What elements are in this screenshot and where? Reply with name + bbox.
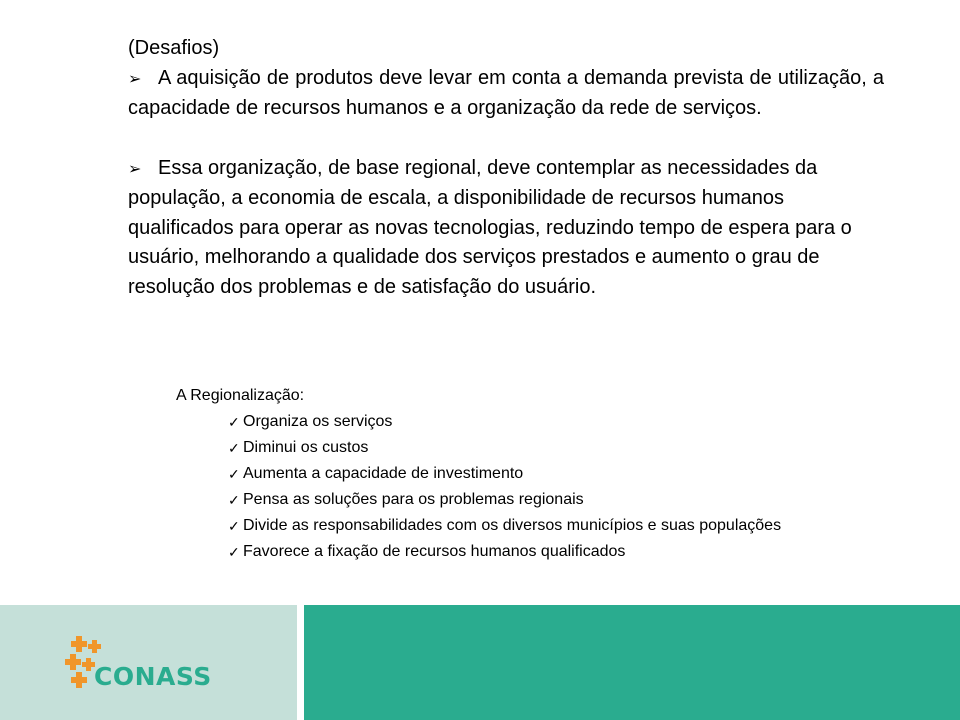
conass-logo-text: CONASS [94,662,212,691]
list-item: ✓ Diminui os custos [228,435,876,461]
arrow-bullet-icon: ➢ [128,70,142,88]
regionalization-block [176,383,876,565]
regionalization-list [176,409,876,565]
arrow-bullet-icon: ➢ [128,160,142,178]
list-item: ✓ Pensa as soluções para os problemas regionais [228,487,876,513]
checkmark-icon: ✓ [228,466,240,482]
list-item: ✓ Divide as responsabilidades com os diversos municípios e suas populações [228,513,876,539]
checkmark-icon: ✓ [228,440,240,456]
paragraph-text: Essa organização, de base regional, deve contemplar as necessidades da população, a economia de escala, a disponibilidade de recursos humanos qualificados para operar as novas tecnologias, reduzindo tempo de espera para o usuário, melhorando a qualidade dos serviços prestados e aumento o grau de resolução dos problemas e de satisfação do usuário. [128,156,852,298]
regionalization-title: A Regionalização: [176,387,305,404]
list-item: ✓ Favorece a fixação de recursos humanos qualificados [228,539,876,565]
slide-content [128,34,884,302]
checkmark-icon: ✓ [228,414,240,430]
list-item: ✓ Organiza os serviços [228,409,876,435]
checkmark-icon: ✓ [228,492,240,508]
paragraph-text: A aquisição de produtos deve levar em conta a demanda prevista de utilização, a capacidade de recursos humanos e a organização da rede de serviços. [128,66,884,119]
checkmark-icon: ✓ [228,518,240,534]
footer-right-panel [304,605,960,720]
paragraph-acquisition [128,64,884,124]
list-item: ✓ Aumenta a capacidade de investimento [228,461,876,487]
paragraph-organization [128,154,884,303]
checkmark-icon: ✓ [228,544,240,560]
section-heading: (Desafios) [128,37,220,59]
